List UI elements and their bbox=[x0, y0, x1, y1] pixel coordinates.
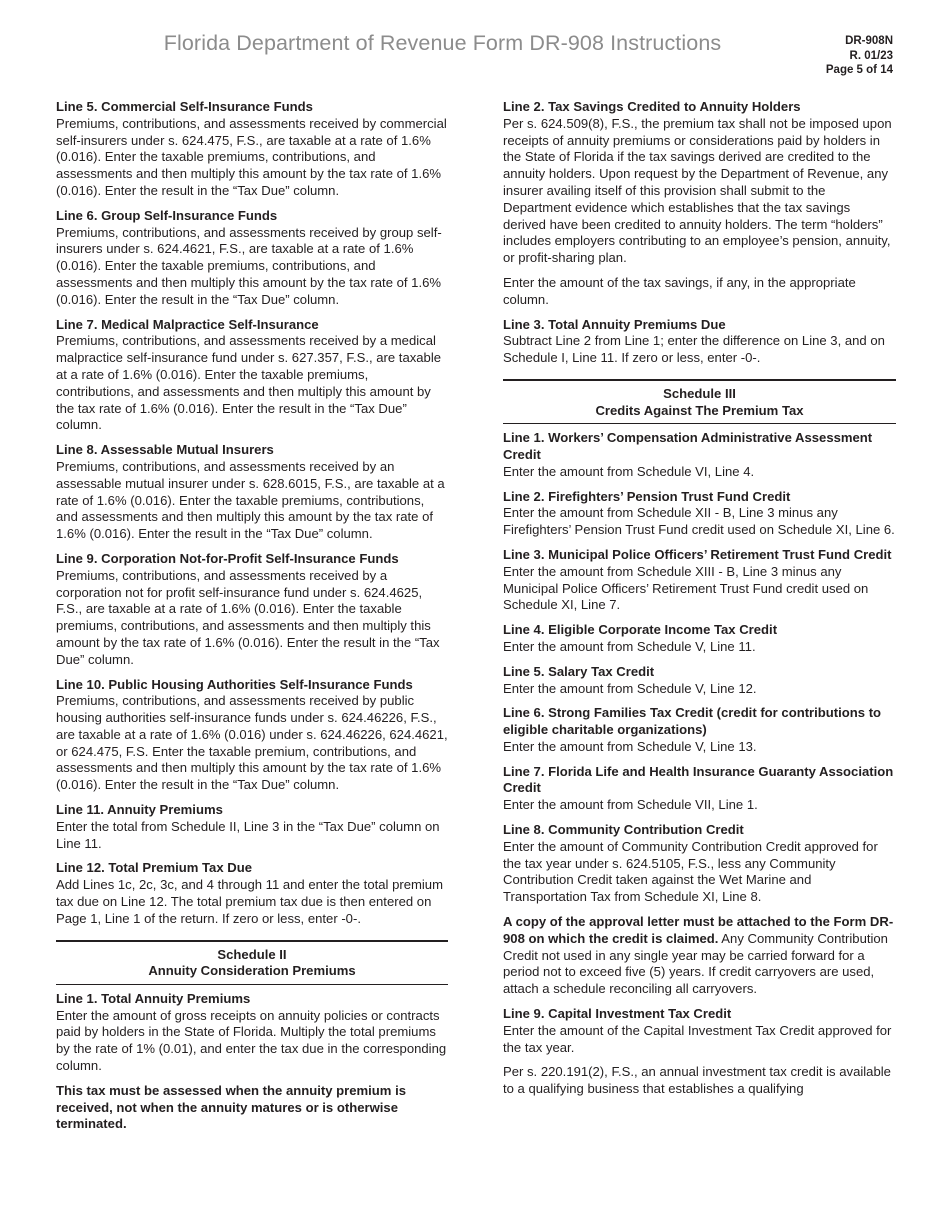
section-heading: Line 10. Public Housing Authorities Self-Insurance Funds bbox=[56, 676, 413, 692]
form-revision: R. 01/23 bbox=[849, 49, 893, 62]
page-title: Florida Department of Revenue Form DR-908 Instructions bbox=[163, 31, 722, 55]
section-line-12 bbox=[56, 860, 448, 927]
schedule-subtitle: Annuity Consideration Premiums bbox=[148, 963, 356, 979]
credit-line-3 bbox=[503, 547, 896, 614]
schedule-title: Schedule II bbox=[217, 946, 287, 962]
annuity-warning: This tax must be assessed when the annuity premium is received, not when the annuity matures or is otherwise terminated. bbox=[56, 1082, 406, 1132]
schedule-iii-header bbox=[503, 379, 896, 424]
section-heading: Line 5. Salary Tax Credit bbox=[503, 663, 655, 679]
section-heading: Line 1. Total Annuity Premiums bbox=[56, 990, 251, 1006]
approval-text: Any Community Contribution Credit not used in any single year may be carried forward for a period not to exceed five (5) years. If credit carryovers are used, attach a schedule reconciling all carryovers. bbox=[503, 930, 888, 997]
approval-paragraph bbox=[503, 914, 896, 998]
credit-line-2 bbox=[503, 489, 896, 539]
section-heading: Line 5. Commercial Self-Insurance Funds bbox=[56, 99, 313, 114]
section-body: Premiums, contributions, and assessments received by commercial self-insurers under s. 624.475, F.S., are taxable at a rate of 1.6% (0.016). Enter the taxable premiums, contributions, and assessments and then multiply this amount by the tax rate of 1.6% (0.016). Enter the result in the “Tax Due” column. bbox=[56, 115, 447, 198]
section-line-10 bbox=[56, 677, 448, 795]
section-body: Enter the amount from Schedule XII - B, Line 3 minus any Firefighters’ Pension Trust Fund credit used on Schedule XI, Line 6. bbox=[503, 505, 895, 538]
section-heading: Line 2. Tax Savings Credited to Annuity Holders bbox=[503, 99, 801, 114]
section-line-9 bbox=[56, 551, 448, 669]
right-column bbox=[503, 99, 896, 1106]
section-body: Premiums, contributions, and assessments received by group self-insurers under s. 624.4621, F.S., are taxable at a rate of 1.6% (0.016). Enter the taxable premiums, contributions, and assessments and then multiply this amount by the tax rate of 1.6% (0.016). Enter the result in the “Tax Due” column. bbox=[56, 224, 442, 307]
left-column bbox=[56, 99, 448, 1139]
section-body: Enter the amount of Community Contribution Credit approved for the tax year under s. 624.5105, F.S., less any Community Contribution Credit taken against the Wet Marine and Transportation Tax from Schedule XI, Line 8. bbox=[503, 838, 878, 905]
section-heading: Line 3. Total Annuity Premiums Due bbox=[503, 316, 726, 332]
section-heading: Line 8. Assessable Mutual Insurers bbox=[56, 442, 274, 458]
schedule-subtitle: Credits Against The Premium Tax bbox=[595, 402, 804, 418]
section-body: Enter the amount from Schedule XIII - B, Line 3 minus any Municipal Police Officers’ Retirement Trust Fund credit used on Schedule XI, Line 7. bbox=[503, 563, 869, 613]
section-body: Premiums, contributions, and assessments received by a corporation not for profit self-insurance fund under s. 624.4625, F.S., are taxable at a rate of 1.6% (0.016). Enter the taxable premiums, contributions, and assessments and then multiply this amount by the tax rate of 1.6% (0.016). Enter the result in the “Tax Due” column. bbox=[56, 567, 440, 667]
section-body-2: Per s. 220.191(2), F.S., an annual investment tax credit is available to a qualifying business that establishes a qualifying bbox=[503, 1064, 891, 1097]
section-heading: Line 11. Annuity Premiums bbox=[56, 802, 223, 818]
section-body: Enter the amount from Schedule VII, Line 1. bbox=[503, 797, 758, 813]
credit-line-5 bbox=[503, 664, 896, 698]
section-schedule-ii-line-2 bbox=[503, 99, 896, 309]
credit-line-9 bbox=[503, 1006, 896, 1098]
schedule-ii-header bbox=[56, 940, 448, 985]
section-heading: Line 1. Workers’ Compensation Administrative Assessment Credit bbox=[503, 430, 873, 462]
section-body: Enter the amount from Schedule VI, Line 4. bbox=[503, 463, 755, 479]
form-number: DR-908N bbox=[845, 35, 893, 47]
section-body: Premiums, contributions, and assessments received by a medical malpractice self-insurance fund under s. 627.357, F.S., are taxable at a rate of 1.6% (0.016). Enter the taxable premiums, contributions, and assessments and then multiply this amount by the tax rate of 1.6% (0.016). Enter the result in the “Tax Due” column. bbox=[56, 333, 442, 433]
credit-line-7 bbox=[503, 764, 896, 814]
section-heading: Line 9. Corporation Not-for-Profit Self-Insurance Funds bbox=[56, 550, 399, 566]
section-body: Per s. 624.509(8), F.S., the premium tax shall not be imposed upon receipts of annuity premiums or considerations paid by holders in the State of Florida if the tax savings derived are credited to the annuity holders. Upon request by the Department of Revenue, any insurer availing itself of this provision shall submit to the Department evidence which establishes that the tax savings derived have been credited to annuity holders. The term “holders” includes employers contributing to an employee’s pension, annuity, or profit-sharing plan. bbox=[503, 115, 892, 266]
section-body: Enter the amount from Schedule V, Line 11. bbox=[503, 638, 756, 654]
approval-letter-note bbox=[503, 914, 896, 998]
section-schedule-ii-line-1 bbox=[56, 991, 448, 1075]
section-body: Enter the total from Schedule II, Line 3 in the “Tax Due” column on Line 11. bbox=[56, 818, 440, 851]
credit-line-6 bbox=[503, 705, 896, 755]
section-body: Enter the amount of gross receipts on annuity policies or contracts paid by holders in the State of Florida. Multiply the total premiums by the rate of 1% (0.01), and enter the tax due in the corresponding column. bbox=[56, 1007, 447, 1074]
section-body: Enter the amount of the Capital Investment Tax Credit approved for the tax year. bbox=[503, 1022, 892, 1055]
section-heading: Line 8. Community Contribution Credit bbox=[503, 822, 744, 838]
page-number: Page 5 of 14 bbox=[825, 64, 893, 76]
credit-line-8 bbox=[503, 822, 896, 906]
section-body: Premiums, contributions, and assessments received by public housing authorities self-insurance funds under s. 624.46226, F.S., are taxable at a rate of 1.6% (0.016) under s. 624.46226, 624.4621, or 624.475, F.S. Enter the taxable premium, contributions, and assessments and then multiply this amount by the tax rate of 1.6% (0.016). Enter the result in the “Tax Due” column. bbox=[56, 693, 448, 793]
section-line-5 bbox=[56, 99, 448, 200]
section-heading: Line 12. Total Premium Tax Due bbox=[56, 860, 252, 876]
section-heading: Line 6. Strong Families Tax Credit (credit for contributions to eligible charitable organizations) bbox=[503, 705, 882, 738]
approval-bold-text: A copy of the approval letter must be attached to the Form DR-908 on which the credit is claimed. bbox=[503, 914, 894, 946]
section-heading: Line 7. Medical Malpractice Self-Insurance bbox=[56, 316, 319, 332]
section-line-7 bbox=[56, 317, 448, 435]
credit-line-4 bbox=[503, 622, 896, 656]
section-schedule-ii-line-3 bbox=[503, 317, 896, 367]
section-heading: Line 3. Municipal Police Officers’ Retirement Trust Fund Credit bbox=[503, 546, 892, 562]
section-body-2: Enter the amount of the tax savings, if any, in the appropriate column. bbox=[503, 274, 856, 307]
section-body: Enter the amount from Schedule V, Line 12. bbox=[503, 680, 757, 696]
section-body: Premiums, contributions, and assessments received by an assessable mutual insurer under s. 628.6015, F.S., are taxable at a rate of 1.6% (0.016). Enter the taxable premiums, contributions, and assessments and then multiply this amount by the tax rate of 1.6% (0.016). Enter the result in the “Tax Due” column. bbox=[56, 458, 445, 542]
section-body: Add Lines 1c, 2c, 3c, and 4 through 11 and enter the total premium tax due on Line 12. The total premium tax due is then entered on Page 1, Line 1 of the return. If zero or less, enter -0-. bbox=[56, 877, 443, 926]
schedule-title: Schedule III bbox=[663, 385, 736, 401]
section-heading: Line 6. Group Self-Insurance Funds bbox=[56, 207, 278, 223]
section-body: Subtract Line 2 from Line 1; enter the difference on Line 3, and on Schedule I, Line 11. If zero or less, enter -0-. bbox=[503, 333, 885, 366]
section-heading: Line 2. Firefighters’ Pension Trust Fund Credit bbox=[503, 488, 791, 504]
credit-line-1 bbox=[503, 430, 896, 480]
section-heading: Line 9. Capital Investment Tax Credit bbox=[503, 1006, 732, 1022]
section-line-6 bbox=[56, 208, 448, 309]
section-heading: Line 7. Florida Life and Health Insurance Guaranty Association Credit bbox=[503, 763, 894, 796]
section-line-8 bbox=[56, 442, 448, 543]
form-identifier bbox=[826, 34, 893, 78]
section-heading: Line 4. Eligible Corporate Income Tax Credit bbox=[503, 622, 778, 638]
section-body: Enter the amount from Schedule V, Line 13. bbox=[503, 738, 757, 754]
section-line-11 bbox=[56, 802, 448, 852]
